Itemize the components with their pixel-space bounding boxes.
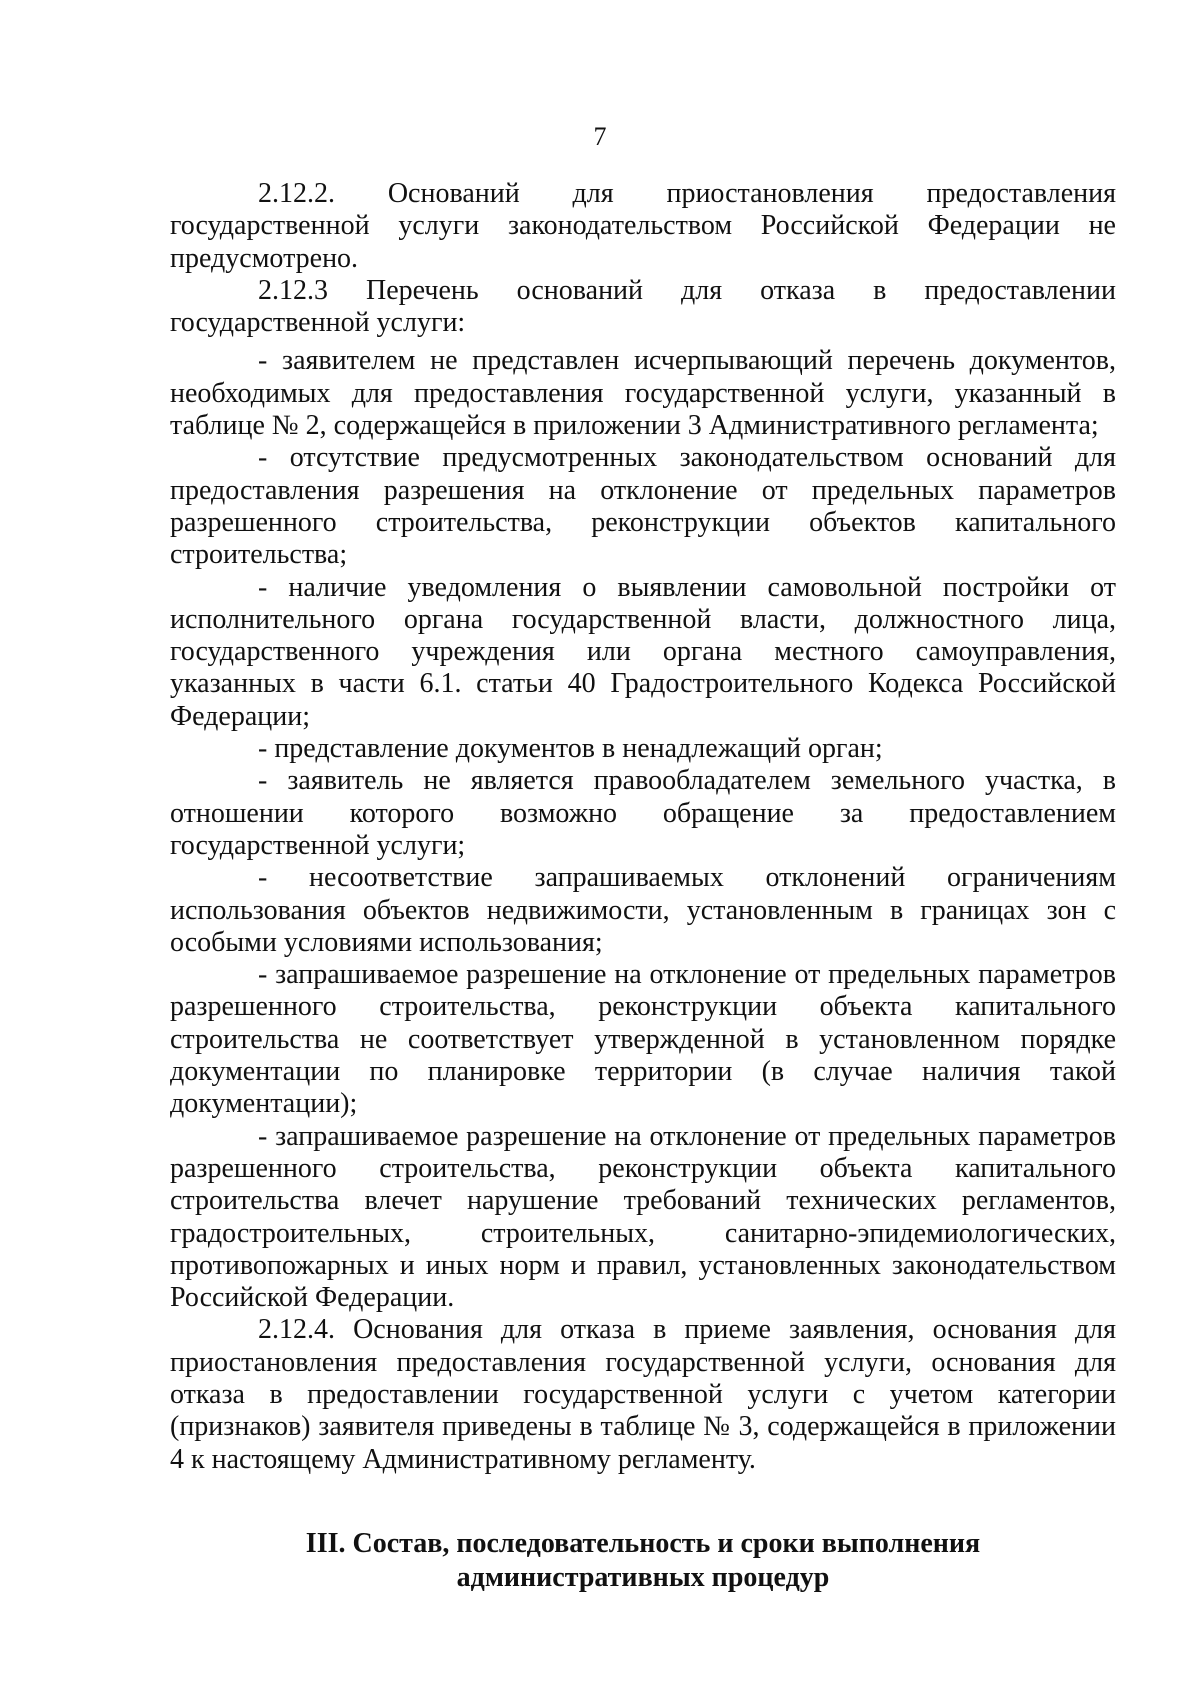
- list-item: - запрашиваемое разрешение на отклонение от предельных параметров разрешенного строительства, реконструкции объекта капитального строительства не соответствует утвержденной в установленном порядке документации по планировке территории (в случае наличия такой документации);: [170, 959, 1116, 1120]
- section-heading-line-1: III. Состав, последовательность и сроки выполнения: [305, 1528, 981, 1559]
- list-item: - представление документов в ненадлежащий орган;: [258, 733, 883, 765]
- list-item: - заявитель не является правообладателем земельного участка, в отношении которого возможно обращение за предоставлением государственной услуги;: [170, 765, 1116, 861]
- page-number: 7: [593, 122, 607, 151]
- paragraph-2-12-3: 2.12.3 Перечень оснований для отказа в предоставлении государственной услуги:: [170, 274, 1116, 339]
- section-heading-line-2: административных процедур: [456, 1562, 830, 1593]
- list-item: - отсутствие предусмотренных законодательством оснований для предоставления разрешения на отклонение от предельных параметров разрешенного строительства, реконструкции объектов капитального строительства;: [170, 442, 1116, 571]
- document-body: [170, 178, 1116, 1476]
- list-item: - несоответствие запрашиваемых отклонений ограничениям использования объектов недвижимости, установленным в границах зон с особыми условиями использования;: [170, 862, 1116, 958]
- list-item: - заявителем не представлен исчерпывающий перечень документов, необходимых для предоставления государственной услуги, указанный в таблице № 2, содержащейся в приложении 3 Административного регламента;: [170, 345, 1116, 442]
- list-item: - наличие уведомления о выявлении самовольной постройки от исполнительного органа государственной власти, должностного лица, государственного учреждения или органа местного самоуправления, указанных в части 6.1. статьи 40 Градостроительного Кодекса Российской Федерации;: [170, 571, 1116, 732]
- section-heading: [170, 1527, 1116, 1595]
- paragraph-2-12-2: 2.12.2. Оснований для приостановления предоставления государственной услуги законодательством Российской Федерации не предусмотрено.: [170, 178, 1116, 274]
- paragraph-2-12-4: 2.12.4. Основания для отказа в приеме заявления, основания для приостановления предоставления государственной услуги, основания для отказа в предоставлении государственной услуги с учетом категории (признаков) заявителя приведены в таблице № 3, содержащейся в приложении 4 к настоящему Административному регламенту.: [170, 1314, 1116, 1475]
- list-item: - запрашиваемое разрешение на отклонение от предельных параметров разрешенного строительства, реконструкции объекта капитального строительства влечет нарушение требований технических регламентов, градостроительных, строительных, санитарно-эпидемиологических, противопожарных и иных норм и правил, установленных законодательством Российской Федерации.: [170, 1120, 1116, 1314]
